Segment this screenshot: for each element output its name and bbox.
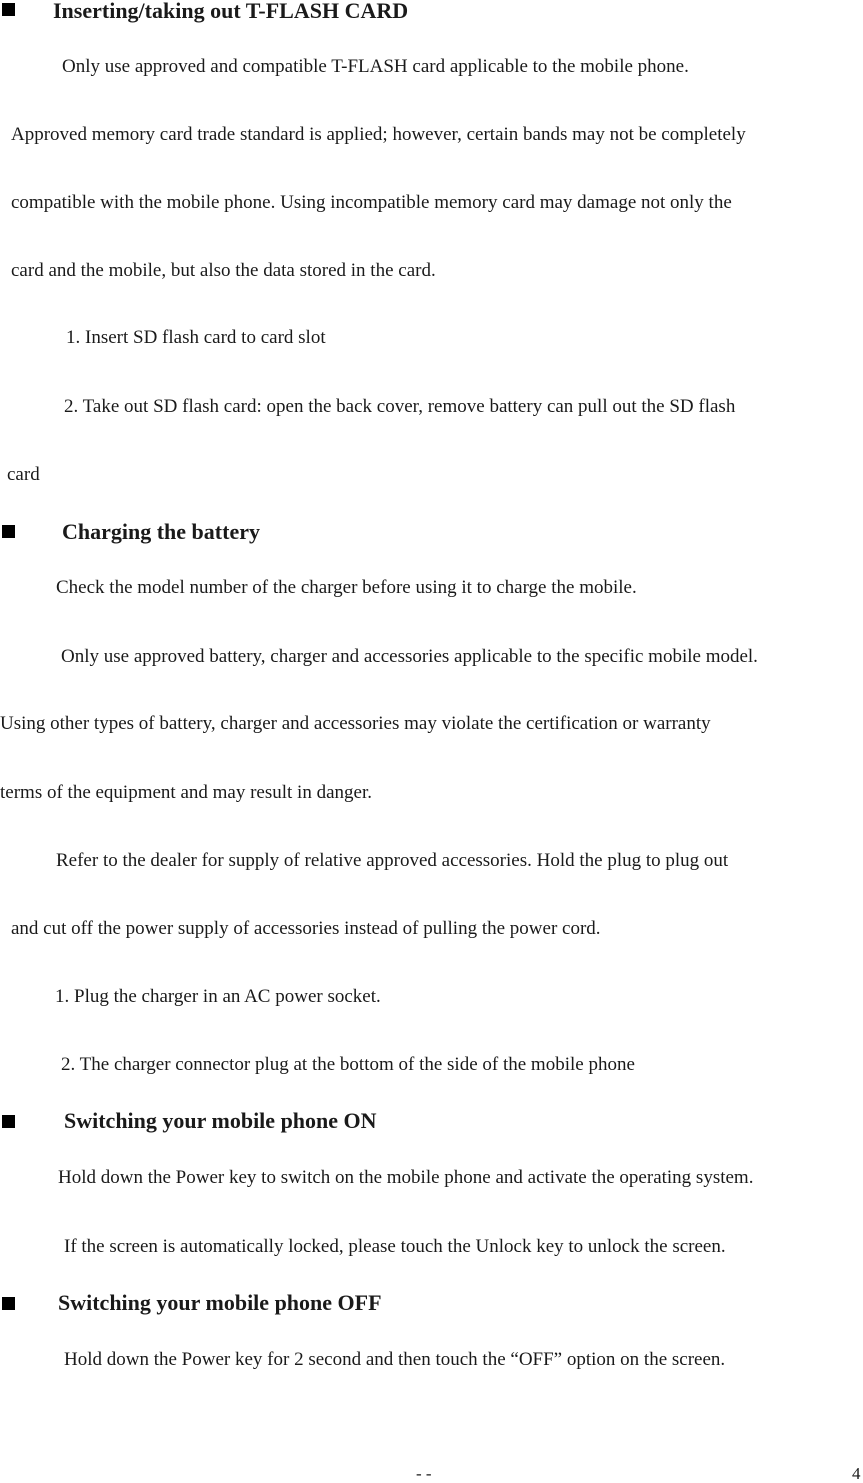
section-heading-charging: Charging the battery xyxy=(62,519,260,544)
paragraph-line: card xyxy=(7,464,40,485)
paragraph-line: If the screen is automatically locked, please touch the Unlock key to unlock the screen. xyxy=(64,1236,726,1257)
paragraph-line: Using other types of battery, charger and accessories may violate the certification or warranty xyxy=(0,713,711,734)
section-heading-switch-off: Switching your mobile phone OFF xyxy=(58,1290,382,1315)
paragraph-line: terms of the equipment and may result in danger. xyxy=(0,782,372,803)
paragraph-line: Check the model number of the charger before using it to charge the mobile. xyxy=(56,577,637,598)
section-heading-tflash: Inserting/taking out T-FLASH CARD xyxy=(53,0,409,23)
paragraph-line: Only use approved and compatible T-FLASH card applicable to the mobile phone. xyxy=(62,56,689,77)
bullet-icon xyxy=(2,1115,15,1128)
paragraph-line: and cut off the power supply of accessories instead of pulling the power cord. xyxy=(11,918,601,939)
list-item: 1. Plug the charger in an AC power socket. xyxy=(55,986,381,1007)
footer-center-mark: - - xyxy=(416,1464,432,1483)
paragraph-line: compatible with the mobile phone. Using incompatible memory card may damage not only the xyxy=(11,192,732,213)
paragraph-line: Refer to the dealer for supply of relative approved accessories. Hold the plug to plug out xyxy=(56,850,729,871)
section-heading-switch-on: Switching your mobile phone ON xyxy=(64,1108,377,1133)
paragraph-line: Hold down the Power key to switch on the mobile phone and activate the operating system. xyxy=(58,1167,754,1188)
list-item: 2. The charger connector plug at the bottom of the side of the mobile phone xyxy=(61,1054,635,1075)
page-number: 4 xyxy=(852,1464,861,1483)
list-item: 2. Take out SD flash card: open the back cover, remove battery can pull out the SD flash xyxy=(64,396,736,417)
bullet-icon xyxy=(2,3,15,16)
bullet-icon xyxy=(2,525,15,538)
paragraph-line: Only use approved battery, charger and accessories applicable to the specific mobile model. xyxy=(61,646,758,667)
list-item: 1. Insert SD flash card to card slot xyxy=(66,327,326,348)
paragraph-line: Hold down the Power key for 2 second and then touch the “OFF” option on the screen. xyxy=(64,1349,726,1370)
bullet-icon xyxy=(2,1297,15,1310)
paragraph-line: Approved memory card trade standard is applied; however, certain bands may not be completely xyxy=(11,124,746,145)
paragraph-line: card and the mobile, but also the data stored in the card. xyxy=(11,260,436,281)
